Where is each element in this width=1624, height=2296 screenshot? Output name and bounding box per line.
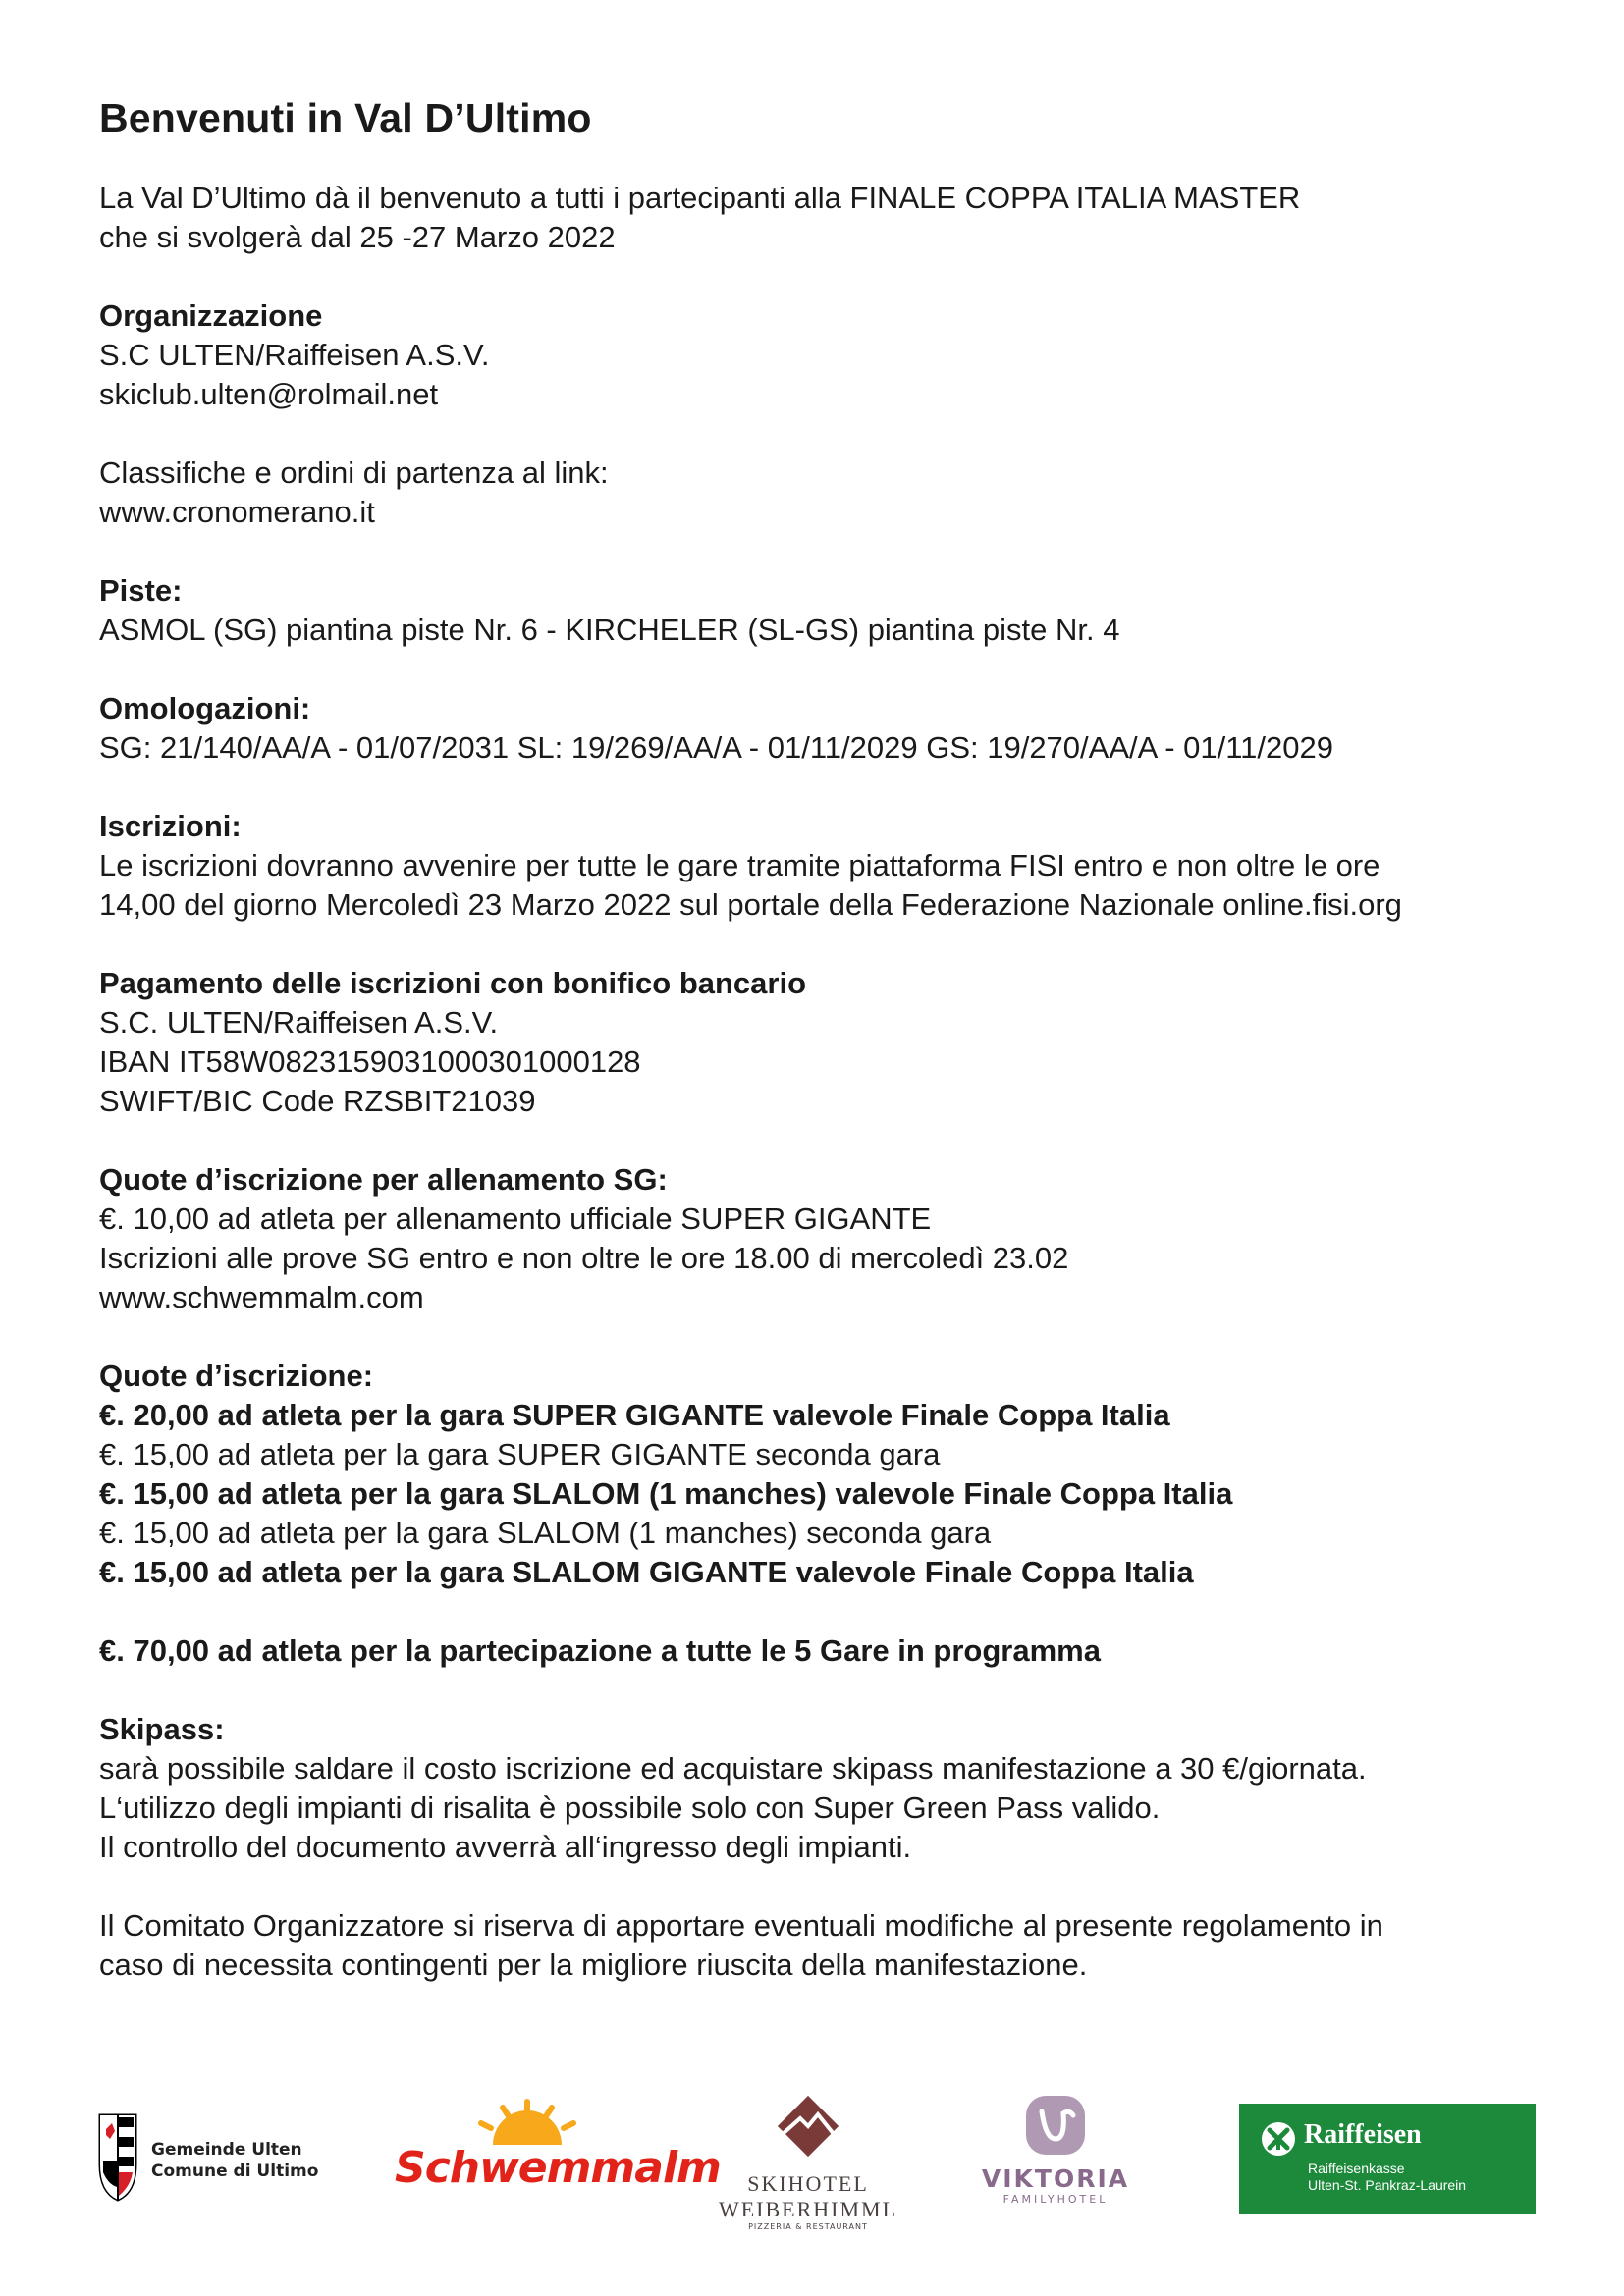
fee-line: €. 15,00 ad atleta per la gara SLALOM GIGANTE valevole Finale Coppa Italia [99,1555,1194,1589]
weiberhimml-line-2: WEIBERHIMML [718,2197,898,2221]
quote-sg-line: €. 10,00 ad atleta per allenamento ufficiale SUPER GIGANTE [99,1201,932,1236]
intro-line: La Val D’Ultimo dà il benvenuto a tutti i partecipanti alla FINALE COPPA ITALIA MASTER [99,181,1301,215]
raiffeisen-name: Raiffeisen [1304,2119,1422,2150]
quote-sg-link: www.schwemmalm.com [99,1280,424,1314]
section-heading: Iscrizioni: [99,809,242,843]
document [99,90,1533,2024]
fee-line: €. 15,00 ad atleta per la gara SUPER GIGANTE seconda gara [99,1437,941,1471]
comitato-line: Il Comitato Organizzatore si riserva di apportare eventuali modifiche al presente regolamento in [99,1908,1383,1943]
viktoria-subtitle: FAMILYHOTEL [1002,2193,1109,2206]
total-fee-line: €. 70,00 ad atleta per la partecipazione a tutte le 5 Gare in programma [99,1633,1101,1668]
raiffeisen-location: Ulten-St. Pankraz-Laurein [1308,2177,1467,2193]
section-heading: Skipass: [99,1712,225,1746]
totale-section [99,1631,1533,1671]
organizzazione-section [99,296,1533,414]
piste-line: ASMOL (SG) piantina piste Nr. 6 - KIRCHELER (SL-GS) piantina piste Nr. 4 [99,613,1120,647]
iscrizioni-section [99,807,1533,925]
weiberhimml-logo [715,2091,901,2231]
iscrizioni-line: 14,00 del giorno Mercoledì 23 Marzo 2022 sul portale della Federazione Nazionale online.fisi.org [99,887,1402,922]
fee-line: €. 15,00 ad atleta per la gara SLALOM (1 manches) seconda gara [99,1516,992,1550]
gemeinde-name-it: Comune di Ultimo [151,2162,319,2181]
omologazioni-section [99,689,1533,768]
viktoria-name: VIKTORIA [981,2164,1130,2193]
fee-line: €. 15,00 ad atleta per la gara SLALOM (1 manches) valevole Finale Coppa Italia [99,1476,1233,1511]
classifiche-text: Classifiche e ordini di partenza al link: [99,455,609,490]
quote-sg-line: Iscrizioni alle prove SG entro e non oltre le ore 18.00 di mercoledì 23.02 [99,1241,1069,1275]
raiffeisen-logo [1239,2104,1536,2214]
gemeinde-ulten-logo [98,2113,334,2202]
iscrizioni-line: Le iscrizioni dovranno avvenire per tutte le gare tramite piattaforma FISI entro e non oltre le ore [99,848,1380,882]
raiffeisen-bank: Raiffeisenkasse [1308,2161,1405,2176]
schwemmalm-wordmark: Schwemmalm [395,2143,721,2193]
iban: IBAN IT58W0823159031000301000128 [99,1044,641,1079]
quote-sg-section [99,1160,1533,1317]
omologazioni-line: SG: 21/140/AA/A - 01/07/2031 SL: 19/269/AA/A - 01/11/2029 GS: 19/270/AA/A - 01/11/2029 [99,730,1333,765]
intro-section [99,179,1533,257]
sun-icon [463,2098,591,2147]
skipass-line: Il controllo del documento avverrà all‘ingresso degli impianti. [99,1830,912,1864]
gemeinde-name-de: Gemeinde Ulten [151,2140,302,2160]
piste-section [99,571,1533,650]
section-heading: Organizzazione [99,298,323,333]
weiberhimml-line-1: SKIHOTEL [747,2171,869,2196]
fee-line: €. 20,00 ad atleta per la gara SUPER GIGANTE valevole Finale Coppa Italia [99,1398,1170,1432]
section-heading: Piste: [99,573,183,608]
comitato-section [99,1906,1533,1985]
pagamento-section [99,964,1533,1121]
skipass-line: sarà possibile saldare il costo iscrizione ed acquistare skipass manifestazione a 30 €/giornata. [99,1751,1367,1786]
raiffeisen-gable-icon [1261,2121,1296,2157]
mountain-diamond-icon [773,2091,843,2162]
weiberhimml-subtitle: PIZZERIA & RESTAURANT [748,2222,868,2231]
skipass-section [99,1710,1533,1867]
organizer-email: skiclub.ulten@rolmail.net [99,377,439,411]
sponsor-logos [0,2076,1624,2233]
intro-line: che si svolgerà dal 25 -27 Marzo 2022 [99,220,616,254]
comitato-line: caso di necessita contingenti per la migliore riuscita della manifestazione. [99,1948,1088,1982]
quote-section [99,1357,1533,1592]
schwemmalm-logo [395,2098,721,2206]
classifiche-link: www.cronomerano.it [99,495,375,529]
swift-code: SWIFT/BIC Code RZSBIT21039 [99,1084,536,1118]
classifiche-section [99,454,1533,532]
account-holder: S.C. ULTEN/Raiffeisen A.S.V. [99,1005,499,1040]
page-title: Benvenuti in Val D’Ultimo [99,95,592,140]
section-heading: Quote d’iscrizione per allenamento SG: [99,1162,668,1197]
section-heading: Quote d’iscrizione: [99,1359,374,1393]
viktoria-emblem-icon [1024,2094,1087,2157]
section-heading: Pagamento delle iscrizioni con bonifico bancario [99,966,807,1000]
section-heading: Omologazioni: [99,691,311,725]
coat-of-arms-icon [98,2113,137,2202]
organizer-name: S.C ULTEN/Raiffeisen A.S.V. [99,338,490,372]
skipass-line: L‘utilizzo degli impianti di risalita è possibile solo con Super Green Pass valido. [99,1790,1161,1825]
viktoria-logo [972,2094,1139,2221]
